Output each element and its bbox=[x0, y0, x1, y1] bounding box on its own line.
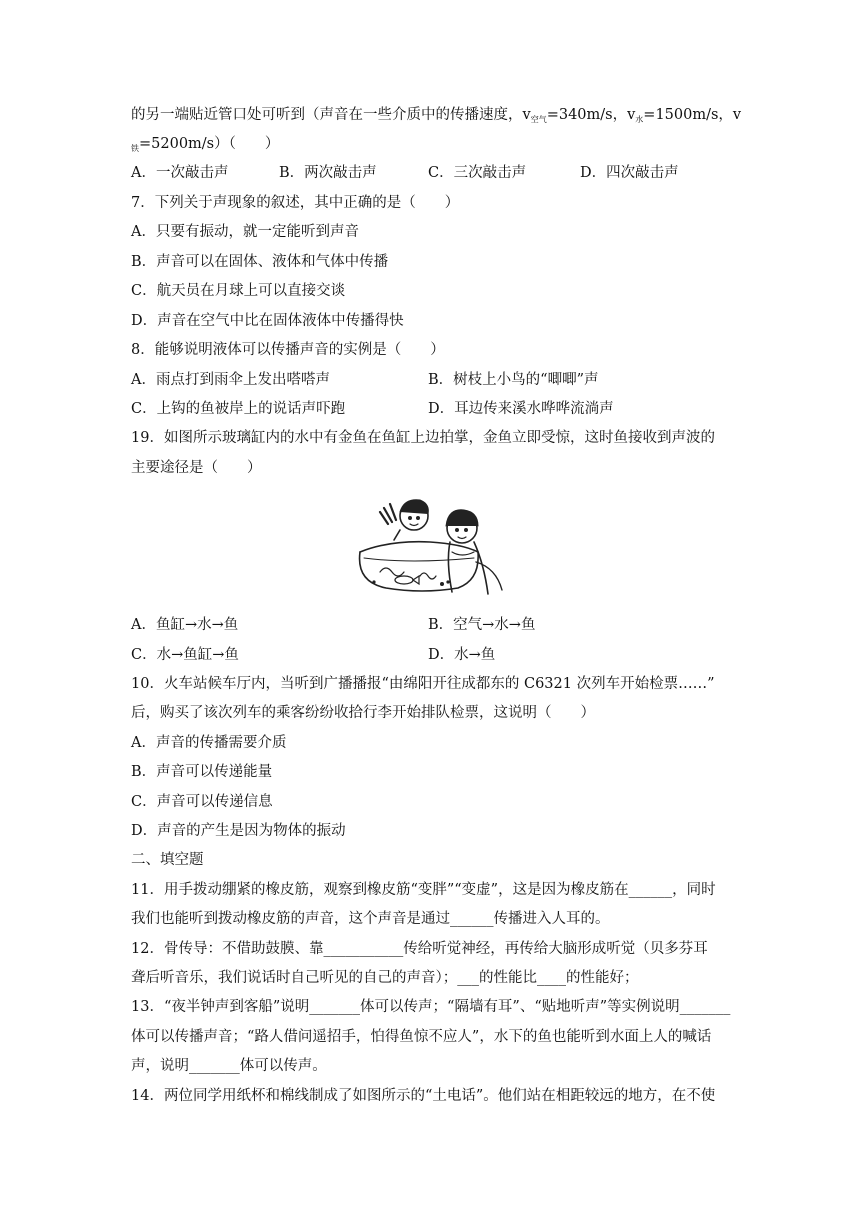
q19-option-a: A．鱼缸→水→鱼 bbox=[131, 617, 239, 633]
q19-stem-line1: 19．如图所示玻璃缸内的水中有金鱼在鱼缸上边拍掌，金鱼立即受惊，这时鱼接收到声波的 bbox=[131, 430, 715, 446]
q6-text-c: =1500m/s，v bbox=[643, 107, 742, 123]
q8-stem: 8．能够说明液体可以传播声音的实例是（ ） bbox=[131, 342, 445, 358]
section-heading-fill-in: 二、填空题 bbox=[131, 852, 204, 868]
option-a: A．一次敲击声 bbox=[131, 165, 229, 181]
q10-option-d: D．声音的产生是因为物体的振动 bbox=[131, 823, 346, 839]
q19-stem-line2: 主要途径是（ ） bbox=[131, 460, 262, 476]
option-c: C．三次敲击声 bbox=[428, 165, 527, 181]
fishbowl-illustration bbox=[350, 492, 508, 602]
q6-stem-end bbox=[131, 134, 279, 159]
q14-line1: 14．两位同学用纸杯和棉线制成了如图所示的“土电话”。他们站在相距较远的地方，在不使 bbox=[131, 1088, 716, 1104]
q10-option-a: A．声音的传播需要介质 bbox=[131, 735, 287, 751]
q13-line2: 体可以传播声音；“路人借问遥招手，怕得鱼惊不应人”，水下的鱼也能听到水面上人的喊话 bbox=[131, 1029, 712, 1045]
q19-option-c: C．水→鱼缸→鱼 bbox=[131, 647, 239, 663]
q8-option-d: D．耳边传来溪水哗哗流淌声 bbox=[428, 401, 614, 417]
q6-text-a: 的另一端贴近管口处可听到（声音在一些介质中的传播速度，v bbox=[131, 107, 531, 123]
q13-line3: 声，说明_______体可以传声。 bbox=[131, 1058, 327, 1074]
q7-stem: 7．下列关于声现象的叙述，其中正确的是（ ） bbox=[131, 195, 460, 211]
q6-text-b: =340m/s，v bbox=[546, 107, 636, 123]
q19-option-d: D．水→鱼 bbox=[428, 647, 496, 663]
q10-stem-line2: 后，购买了该次列车的乘客纷纷收拾行李开始排队检票，这说明（ ） bbox=[131, 705, 595, 721]
option-d: D．四次敲击声 bbox=[580, 165, 679, 181]
q10-option-c: C．声音可以传递信息 bbox=[131, 794, 273, 810]
q8-option-c: C．上钩的鱼被岸上的说话声吓跑 bbox=[131, 401, 346, 417]
subscript-air: 空气 bbox=[530, 115, 547, 124]
subscript-water: 水 bbox=[635, 115, 644, 124]
q10-option-b: B．声音可以传递能量 bbox=[131, 764, 273, 780]
q11-line1: 11．用手拨动绷紧的橡皮筋，观察到橡皮筋“变胖”“变虚”，这是因为橡皮筋在______，同时 bbox=[131, 882, 716, 898]
q8-option-b: B．树枝上小鸟的“唧唧”声 bbox=[428, 372, 599, 388]
q12-line2: 聋后听音乐，我们说话时自己听见的自己的声音）；___的性能比____的性能好； bbox=[131, 970, 639, 986]
q19-option-b: B．空气→水→鱼 bbox=[428, 617, 536, 633]
q7-option-c: C．航天员在月球上可以直接交谈 bbox=[131, 283, 346, 299]
option-b: B．两次敲击声 bbox=[279, 165, 377, 181]
q6-stem-continued bbox=[131, 105, 741, 130]
q7-option-b: B．声音可以在固体、液体和气体中传播 bbox=[131, 254, 389, 270]
q8-option-a: A．雨点打到雨伞上发出嗒嗒声 bbox=[131, 372, 330, 388]
q7-option-a: A．只要有振动，就一定能听到声音 bbox=[131, 224, 359, 240]
subscript-iron: 铁 bbox=[131, 144, 139, 153]
q12-line1: 12．骨传导：不借助鼓膜、靠___________传给听觉神经，再传给大脑形成听觉（贝多芬耳 bbox=[131, 941, 708, 957]
q6-text-d: =5200m/s）（ ） bbox=[139, 136, 280, 152]
q11-line2: 我们也能听到拨动橡皮筋的声音，这个声音是通过______传播进入人耳的。 bbox=[131, 911, 610, 927]
q7-option-d: D．声音在空气中比在固体液体中传播得快 bbox=[131, 313, 404, 329]
q13-line1: 13．“夜半钟声到客船”说明_______体可以传声；“隔墙有耳”、“贴地听声”等实例说明_______ bbox=[131, 999, 731, 1015]
q10-stem-line1: 10．火车站候车厅内，当听到广播播报“由绵阳开往成都东的 C6321 次列车开始检票……” bbox=[131, 676, 715, 692]
